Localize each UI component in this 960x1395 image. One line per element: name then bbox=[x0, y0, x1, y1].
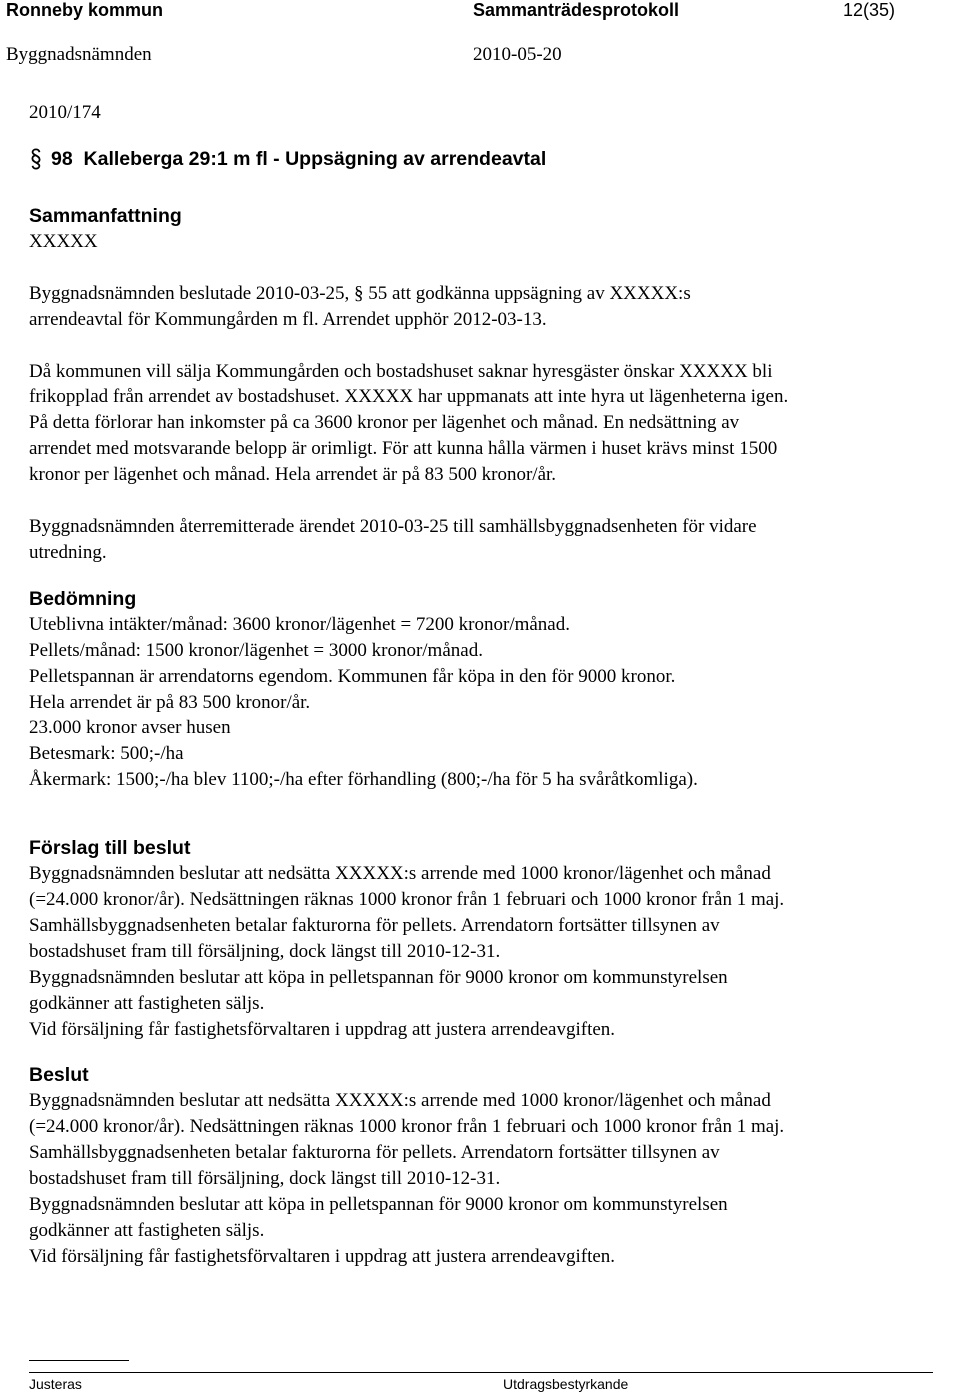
text-line: Åkermark: 1500;-/ha blev 1100;-/ha efter förhandling (800;-/ha för 5 ha svåråtkomliga). bbox=[29, 769, 698, 791]
text-line: bostadshuset fram till försäljning, dock längst till 2010-12-31. bbox=[29, 940, 501, 962]
organization-name: Ronneby kommun bbox=[6, 0, 164, 20]
signature-line-short bbox=[29, 1360, 129, 1361]
heading-beslut: Beslut bbox=[29, 1064, 89, 1087]
utdragsbestyrkande-label: Utdragsbestyrkande bbox=[503, 1376, 629, 1392]
meeting-date: 2010-05-20 bbox=[473, 44, 562, 65]
text-line: Vid försäljning får fastighetsförvaltaren i uppdrag att justera arrendeavgiften. bbox=[29, 1245, 616, 1267]
text-line: Då kommunen vill sälja Kommungården och bostadshuset saknar hyresgäster önskar XXXXX bli bbox=[29, 360, 773, 382]
committee-name: Byggnadsnämnden bbox=[6, 44, 152, 65]
text-line: Byggnadsnämnden beslutar att köpa in pelletspannan för 9000 kronor om kommunstyrelsen bbox=[29, 1194, 728, 1216]
text-line: arrendeavtal för Kommungården m fl. Arrendet upphör 2012-03-13. bbox=[29, 308, 547, 330]
text-line: Pellets/månad: 1500 kronor/lägenhet = 3000 kronor/månad. bbox=[29, 639, 483, 661]
text-line: XXXXX bbox=[29, 231, 98, 252]
section-sign-icon bbox=[29, 147, 43, 171]
text-line: Byggnadsnämnden beslutar att köpa in pelletspannan för 9000 kronor om kommunstyrelsen bbox=[29, 966, 728, 988]
case-title: 98 Kalleberga 29:1 m fl - Uppsägning av arrendeavtal bbox=[51, 148, 547, 170]
document-type: Sammanträdesprotokoll bbox=[473, 0, 680, 20]
blank-line bbox=[29, 488, 949, 514]
text-line: (=24.000 kronor/år). Nedsättningen räknas 1000 kronor från 1 februari och 1000 kronor från 1 maj. bbox=[29, 1116, 785, 1138]
text-line: Byggnadsnämnden återremitterade ärendet 2010-03-25 till samhällsbyggnadsenheten för vidare bbox=[29, 515, 757, 537]
heading-sammanfattning: Sammanfattning bbox=[29, 205, 182, 227]
justeras-label: Justeras bbox=[29, 1376, 82, 1392]
page-number: 12(35) bbox=[843, 0, 896, 20]
text-line: arrendet med motsvarande belopp är orimligt. För att kunna hålla värmen i huset krävs minst 1500 bbox=[29, 438, 778, 460]
heading-bedomning: Bedömning bbox=[29, 587, 137, 610]
text-line: Samhällsbyggnadsenheten betalar fakturorna för pellets. Arrendatorn fortsätter tillsynen av bbox=[29, 1142, 720, 1164]
case-number: 2010/174 bbox=[29, 102, 101, 123]
heading-forslag: Förslag till beslut bbox=[29, 837, 191, 860]
text-line: Samhällsbyggnadsenheten betalar fakturorna för pellets. Arrendatorn fortsätter tillsynen av bbox=[29, 914, 720, 936]
text-line: godkänner att fastigheten säljs. bbox=[29, 992, 265, 1014]
text-line: Vid försäljning får fastighetsförvaltaren i uppdrag att justera arrendeavgiften. bbox=[29, 1018, 616, 1040]
footer-rule bbox=[29, 1372, 933, 1373]
text-line: Byggnadsnämnden beslutade 2010-03-25, § 55 att godkänna uppsägning av XXXXX:s bbox=[29, 282, 691, 304]
text-line: Hela arrendet är på 83 500 kronor/år. bbox=[29, 691, 311, 713]
beslut-text bbox=[29, 1088, 949, 1269]
protocol-body bbox=[29, 100, 949, 1270]
text-line: utredning. bbox=[29, 541, 107, 563]
text-line: bostadshuset fram till försäljning, dock längst till 2010-12-31. bbox=[29, 1168, 501, 1190]
text-line: (=24.000 kronor/år). Nedsättningen räknas 1000 kronor från 1 februari och 1000 kronor från 1 maj. bbox=[29, 889, 785, 911]
forslag-text bbox=[29, 861, 949, 1042]
case-title-row bbox=[29, 146, 949, 172]
text-line: godkänner att fastigheten säljs. bbox=[29, 1220, 265, 1241]
blank-line bbox=[29, 255, 949, 281]
blank-line bbox=[29, 333, 949, 359]
text-line: Pelletspannan är arrendatorns egendom. Kommunen får köpa in den för 9000 kronor. bbox=[29, 665, 676, 687]
text-line: Byggnadsnämnden beslutar att nedsätta XXXXX:s arrende med 1000 kronor/lägenhet och månad bbox=[29, 1090, 771, 1112]
text-line: frikopplad från arrendet av bostadshuset. XXXXX har uppmanats att inte hyra ut lägenheterna igen. bbox=[29, 386, 789, 408]
sammanfattning-text bbox=[29, 229, 949, 566]
text-line: Betesmark: 500;-/ha bbox=[29, 743, 184, 765]
bedomning-text bbox=[29, 612, 949, 793]
text-line: 23.000 kronor avser husen bbox=[29, 717, 231, 739]
text-line: Byggnadsnämnden beslutar att nedsätta XXXXX:s arrende med 1000 kronor/lägenhet och månad bbox=[29, 863, 771, 885]
text-line: kronor per lägenhet och månad. Hela arrendet är på 83 500 kronor/år. bbox=[29, 464, 557, 486]
text-line: På detta förlorar han inkomster på ca 3600 kronor per lägenhet och månad. En nedsättning av bbox=[29, 412, 740, 434]
text-line: Uteblivna intäkter/månad: 3600 kronor/lägenhet = 7200 kronor/månad. bbox=[29, 613, 570, 635]
